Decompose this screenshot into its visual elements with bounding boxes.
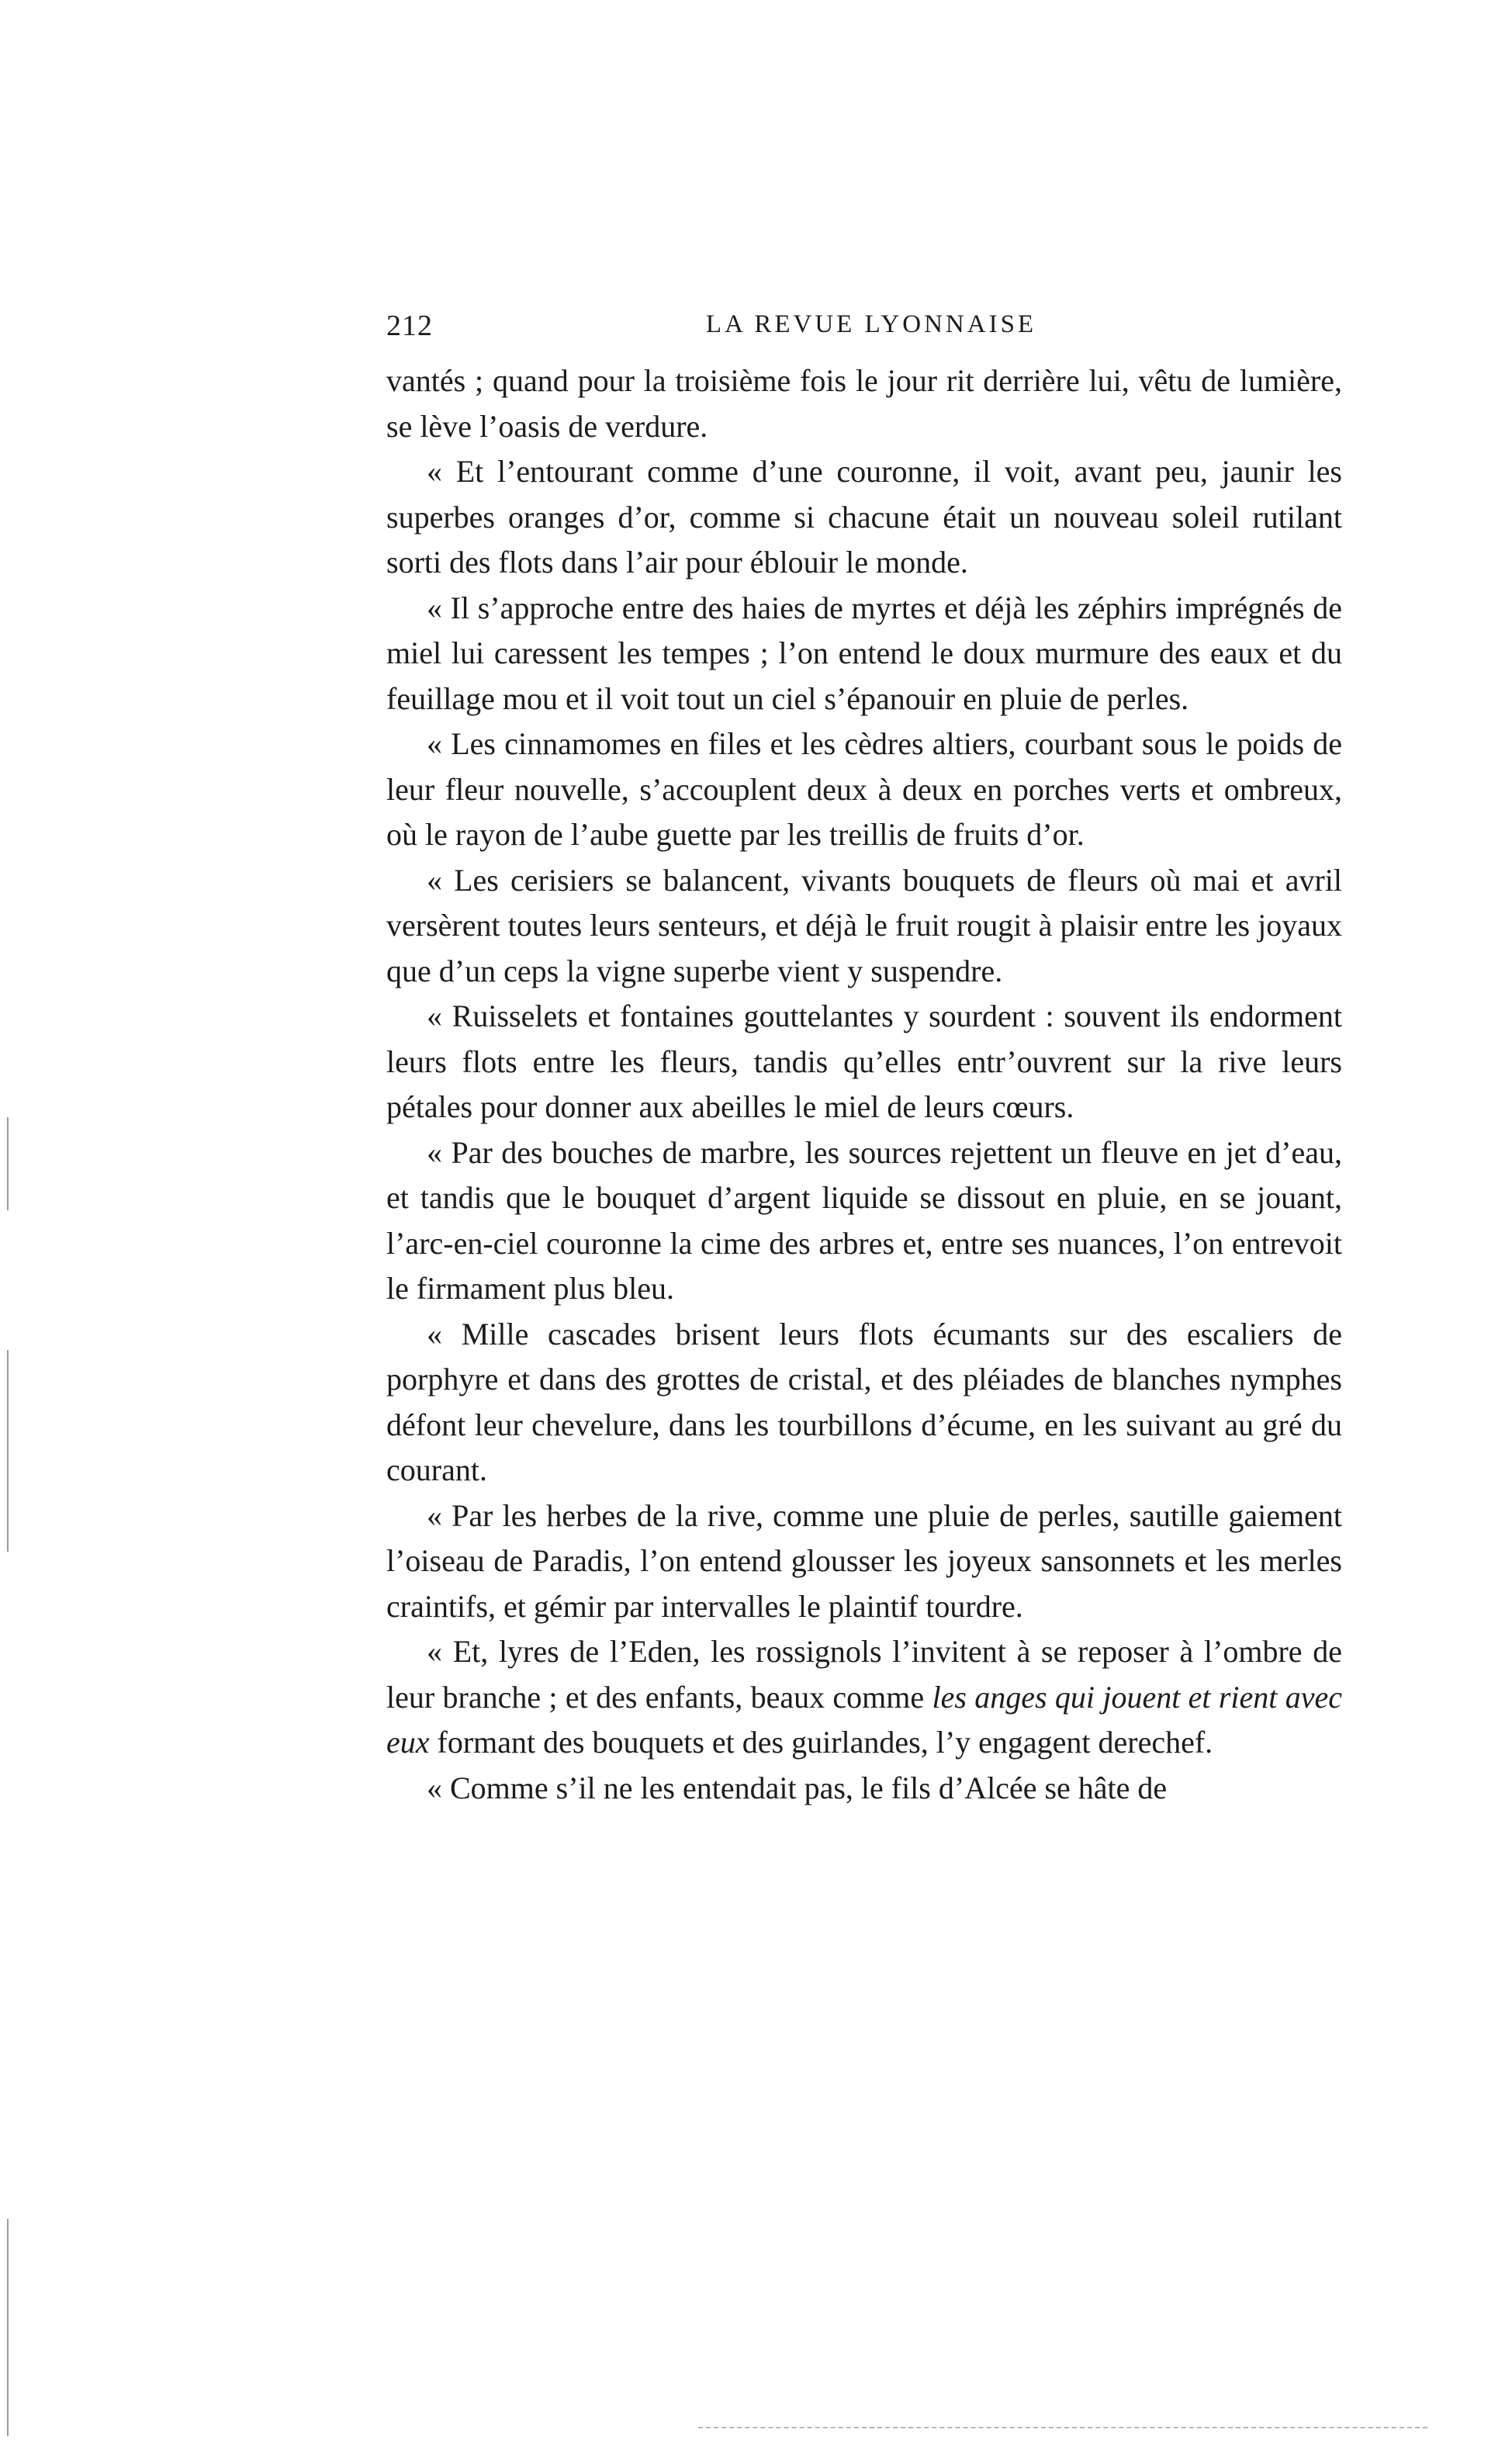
page-header <box>386 309 1356 355</box>
footer-rule <box>698 2427 1427 2428</box>
paragraph: « Par des bouches de marbre, les sources rejettent un fleuve en jet d’eau, et tandis que le bouquet d’argent liquide se dissout en pluie, en se jouant, l’arc-en-ciel couronne la cime des arbres et, entre ses nuances, l’on entrevoit le firmament plus bleu. <box>386 1134 1342 1306</box>
paragraph: « Mille cascades brisent leurs flots écumants sur des escaliers de porphyre et dans des grottes de cristal, et des pléiades de blanches nymphes défont leur chevelure, dans les tourbillons d’écume, en les suivant au gré du courant. <box>386 1316 1342 1487</box>
paragraph: « Et l’entourant comme d’une couronne, il voit, avant peu, jaunir les superbes oranges d’or, comme si chacune était un nouveau soleil rutilant sorti des flots dans l’air pour éblouir le monde. <box>386 454 1342 580</box>
scan-margin-line <box>7 2219 9 2436</box>
paragraph: « Comme s’il ne les entendait pas, le fils d’Alcée se hâte de <box>427 1770 1168 1805</box>
paragraph: « Par les herbes de la rive, comme une pluie de perles, sautille gaiement l’oiseau de Paradis, l’on entend glousser les joyeux sansonnets et les merles craintifs, et gémir par intervalles le plaintif tourdre. <box>386 1497 1342 1624</box>
body-text <box>386 358 1342 1811</box>
paragraph-text: « Et, lyres de l’Eden, les rossignols l’invitent à se reposer à l’ombre de leur branche ; et des enfants, beaux comme <box>386 1634 1342 1715</box>
paragraph: « Les cinnamomes en files et les cèdres altiers, courbant sous le poids de leur fleur nouvelle, s’accouplent deux à deux en porches verts et ombreux, où le rayon de l’aube guette par les treillis de fruits d’or. <box>386 726 1342 852</box>
page-number: 212 <box>386 310 433 342</box>
paragraph: « Les cerisiers se balancent, vivants bouquets de fleurs où mai et avril versèrent toutes leurs senteurs, et déjà le fruit rougit à plaisir entre les joyaux que d’un ceps la vigne superbe vient y suspendre. <box>386 862 1342 988</box>
scan-margin-line <box>7 1117 9 1210</box>
italic-phrase: les anges qui jouent et rient avec eux <box>386 1679 1342 1760</box>
paragraph-text: formant des bouquets et des guirlandes, l’y engagent derechef. <box>429 1725 1213 1760</box>
running-title: LA REVUE LYONNAISE <box>705 310 1037 338</box>
paragraph: « Ruisselets et fontaines gouttelantes y sourdent : souvent ils endorment leurs flots entre les fleurs, tandis qu’elles entr’ouvrent sur la rive leurs pétales pour donner aux abeilles le miel de leurs cœurs. <box>386 999 1342 1124</box>
paragraph: vantés ; quand pour la troisième fois le jour rit derrière lui, vêtu de lumière, se lève l’oasis de verdure. <box>386 363 1342 444</box>
paragraph: « Il s’approche entre des haies de myrtes et déjà les zéphirs imprégnés de miel lui caressent les tempes ; l’on entend le doux murmure des eaux et du feuillage mou et il voit tout un ciel s’épanouir en pluie de perles. <box>386 590 1342 716</box>
scan-margin-line <box>7 1350 9 1552</box>
paragraph <box>386 1629 1342 1766</box>
